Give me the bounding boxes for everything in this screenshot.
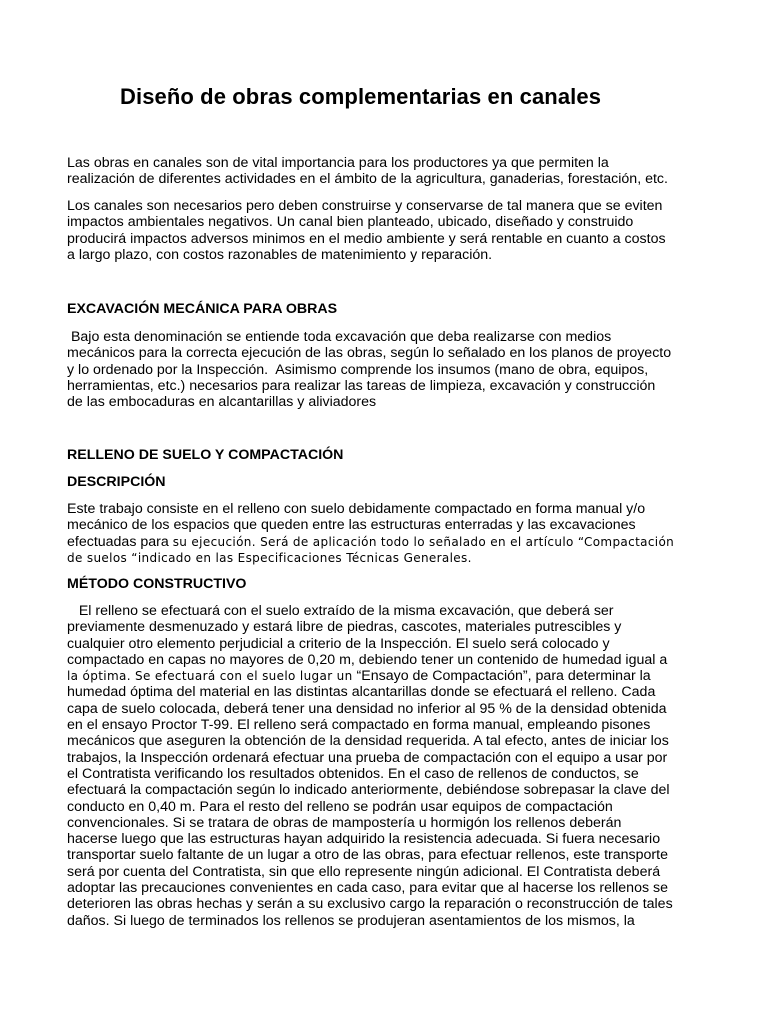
text-line: convencionales. Si se tratara de obras de mampostería u hormigón los rellenos deberán <box>67 814 622 831</box>
text-line: el Contratista verificando los resultados obtenidos. En el caso de rellenos de conductos, se <box>67 765 639 782</box>
text-line: Bajo esta denominación se entiende toda excavación que deba realizarse con medios <box>67 329 612 345</box>
text-line: transportar suelo faltante de un lugar a otro de las obras, para efectuar rellenos, este transporte <box>67 847 668 864</box>
text-line: daños. Si luego de terminados los rellenos se produjeran asentamientos de los mismos, la <box>67 912 635 929</box>
text-line: conducto en 0,40 m. Para el resto del relleno se podrán usar equipos de compactación <box>67 798 613 815</box>
heading-relleno: RELLENO DE SUELO Y COMPACTACIÓN <box>67 447 344 463</box>
text-line: será por cuenta del Contratista, sin que ello represente ningún adicional. El Contratista deberá <box>67 863 661 880</box>
text-line: efectuará la compactación según lo indicado anteriormente, debiéndose sobrepasar la clave del <box>67 782 670 799</box>
text-line: capa de suelo colocada, deberá tener una densidad no inferior al 95 % de la densidad obtenida <box>67 700 667 717</box>
text-line: herramientas, etc.) necesarios para realizar las tareas de limpieza, excavación y construcción <box>67 377 656 394</box>
text-line: a largo plazo, con costos razonables de matenimiento y reparación. <box>67 246 493 263</box>
text-line: humedad óptima del material en las distintas alcantarillas donde se efectuará el relleno. Cada <box>67 684 656 701</box>
text-line: Los canales son necesarios pero deben construirse y conservarse de tal manera que se eviten <box>67 198 663 214</box>
text-line: impactos ambientales negativos. Un canal bien planteado, ubicado, diseñado y construido <box>67 214 634 231</box>
document-title: Diseño de obras complementarias en canales <box>120 84 602 109</box>
heading-metodo: MÉTODO CONSTRUCTIVO <box>67 576 247 592</box>
text-line: hacerse luego que las estructuras hayan adquirido la resistencia adecuada. Si fuera necesario <box>67 831 661 848</box>
text-line: producirá impactos adversos minimos en el medio ambiente y será rentable en cuanto a costos <box>67 230 666 247</box>
text-line: en el ensayo Proctor T-99. El relleno será compactado en forma manual, empleando pisones <box>67 717 651 734</box>
text-segment-alt-font: su ejecución. Será de aplicación todo lo señalado en el artículo “Compactación <box>172 534 675 549</box>
text-line: mecánicos para la correcta ejecución de las obras, según lo señalado en los planos de proyecto <box>67 345 672 362</box>
text-line: Las obras en canales son de vital importancia para los productores ya que permiten la <box>67 155 609 171</box>
intro-paragraph-1 <box>67 155 668 188</box>
text-line-alt-font: de suelos “indicado en las Especificaciones Técnicas Generales. <box>67 550 472 565</box>
text-segment: “Ensayo de Compactación”, para determinar la <box>352 668 651 685</box>
text-line: cualquier otro elemento perjudicial a criterio de la Inspección. El suelo será colocado y <box>67 635 610 652</box>
text-line: trabajos, la Inspección ordenará efectuar una prueba de compactación con el equipo a usar por <box>67 749 668 766</box>
intro-paragraph-2 <box>67 198 666 263</box>
metodo-paragraph <box>67 603 673 929</box>
text-line: mecánicos que aseguren la obtención de la densidad requerida. A tal efecto, antes de iniciar los <box>67 733 669 750</box>
heading-descripcion: DESCRIPCIÓN <box>67 474 166 490</box>
text-line <box>67 534 674 550</box>
text-line: de las embocaduras en alcantarillas y aliviadores <box>67 394 377 411</box>
text-line: El relleno se efectuará con el suelo extraído de la misma excavación, que deberá ser <box>67 603 614 619</box>
text-line: Este trabajo consiste en el relleno con suelo debidamente compactado en forma manual y/o <box>67 501 646 517</box>
text-line: previamente desmenuzado y estará libre de piedras, cascotes, materiales putrescibles y <box>67 619 622 636</box>
excavacion-paragraph <box>67 329 671 410</box>
text-line: compactado en capas no mayores de 0,20 m, debiendo tener un contenido de humedad igual a <box>67 651 668 668</box>
descripcion-paragraph <box>67 501 674 566</box>
text-line: mecánico de los espacios que queden entre las estructuras enterradas y las excavaciones <box>67 517 636 534</box>
text-segment-alt-font: la óptima. Se efectuará con el suelo lugar un <box>67 669 353 684</box>
text-line: deterioren las obras hechas y serán a su exclusivo cargo la reparación o reconstrucción de tales <box>67 896 673 913</box>
text-line: realización de diferentes actividades en el ámbito de la agricultura, ganaderias, forestación, etc. <box>67 171 668 188</box>
text-line: y lo ordenado por la Inspección. Asimismo comprende los insumos (mano de obra, equipos, <box>67 361 649 378</box>
text-line: adoptar las precauciones convenientes en cada caso, para evitar que al hacerse los rellenos se <box>67 880 668 897</box>
text-segment: efectuadas para <box>67 533 173 550</box>
text-line <box>67 668 673 684</box>
heading-excavacion: EXCAVACIÓN MECÁNICA PARA OBRAS <box>67 301 338 317</box>
